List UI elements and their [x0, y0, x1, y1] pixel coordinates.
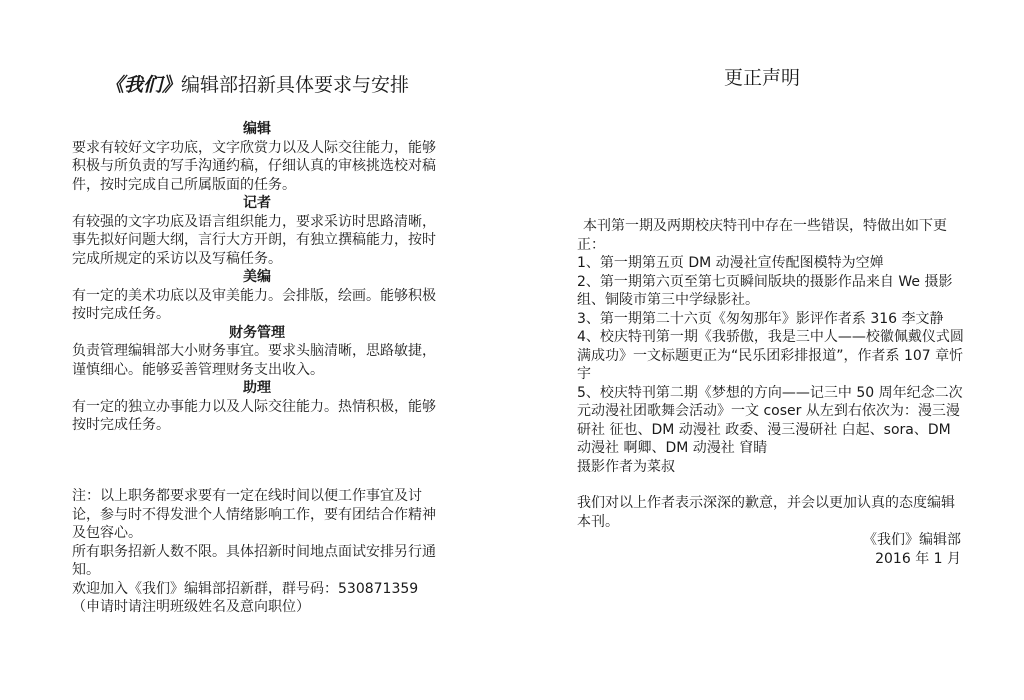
correction-item: 4、校庆特刊第一期《我骄傲，我是三中人——校徽佩戴仪式圆满成功》一文标题更正为“民乐团彩排报道”，作者系 107 章忻宇	[577, 329, 964, 382]
section-body-editor: 要求有较好文字功底，文字欣赏力以及人际交往能力，能够积极与所负责的写手沟通约稿，仔细认真的审核挑选校对稿件，按时完成自己所属版面的任务。	[72, 139, 436, 193]
correction-item: 2、第一期第六页至第七页瞬间版块的摄影作品来自 We 摄影组、铜陵市第三中学绿影社。	[577, 273, 953, 308]
correction-body	[577, 217, 965, 568]
correction-item: 1、第一期第五页 DM 动漫社宣传配图模特为空婵	[577, 255, 884, 271]
recruitment-title	[72, 72, 442, 98]
note-schedule: 所有职务招新人数不限。具体招新时间地点面试安排另行通知。	[72, 543, 436, 578]
magazine-name: 《我们》	[104, 74, 181, 96]
section-heading-reporter: 记者	[243, 195, 271, 211]
section-body-assistant: 有一定的独立办事能力以及人际交往能力。热情积极，能够按时完成任务。	[72, 398, 436, 433]
position-sections	[72, 120, 442, 435]
section-heading-assistant: 助理	[243, 380, 271, 396]
correction-item: 5、校庆特刊第二期《梦想的方向——记三中 50 周年纪念二次元动漫社团歌舞会活动》一文 coser 从左到右依次为：漫三漫研社 征也、DM 动漫社 政委、漫三漫研社 白起、sora、DM 动漫社 啊卿、DM 动漫社 窅睛	[577, 384, 963, 456]
correction-item: 3、第一期第二十六页《匆匆那年》影评作者系 316 李文静	[577, 310, 944, 327]
section-heading-art-editor: 美编	[243, 269, 271, 285]
apology-text: 我们对以上作者表示深深的歉意，并会以更加认真的态度编辑本刊。	[577, 495, 955, 530]
correction-item: 摄影作者为菜叔	[577, 458, 675, 475]
note-group-number: 欢迎加入《我们》编辑部招新群，群号码：530871359（申请时请注明班级姓名及意向职位）	[72, 580, 419, 615]
recruitment-notes	[72, 487, 442, 617]
correction-title: 更正声明	[723, 67, 800, 89]
section-body-finance: 负责管理编辑部大小财务事宜。要求头脑清晰，思路敏捷，谨慎细心。能够妥善管理财务支出收入。	[72, 343, 436, 378]
recruitment-title-text: 编辑部招新具体要求与安排	[181, 74, 410, 96]
section-heading-finance: 财务管理	[229, 324, 285, 341]
section-body-art-editor: 有一定的美术功底以及审美能力。会排版，绘画。能够积极按时完成任务。	[72, 287, 436, 322]
spacer	[577, 476, 965, 494]
correction-intro: 本刊第一期及两期校庆特刊中存在一些错误，特做出如下更正：	[577, 218, 947, 253]
note-requirements: 注：以上职务都要求要有一定在线时间以便工作事宜及讨论，参与时不得发泄个人情绪影响工作，要有团结合作精神及包容心。	[72, 488, 436, 541]
signature-org: 《我们》编辑部	[863, 532, 961, 548]
section-heading-editor: 编辑	[243, 121, 271, 137]
section-body-reporter: 有较强的文字功底及语言组织能力，要求采访时思路清晰，事先拟好问题大纲，言行大方开朗，有独立撰稿能力，按时完成所规定的采访以及写稿任务。	[72, 213, 436, 267]
signature-date: 2016 年 1 月	[875, 550, 961, 567]
